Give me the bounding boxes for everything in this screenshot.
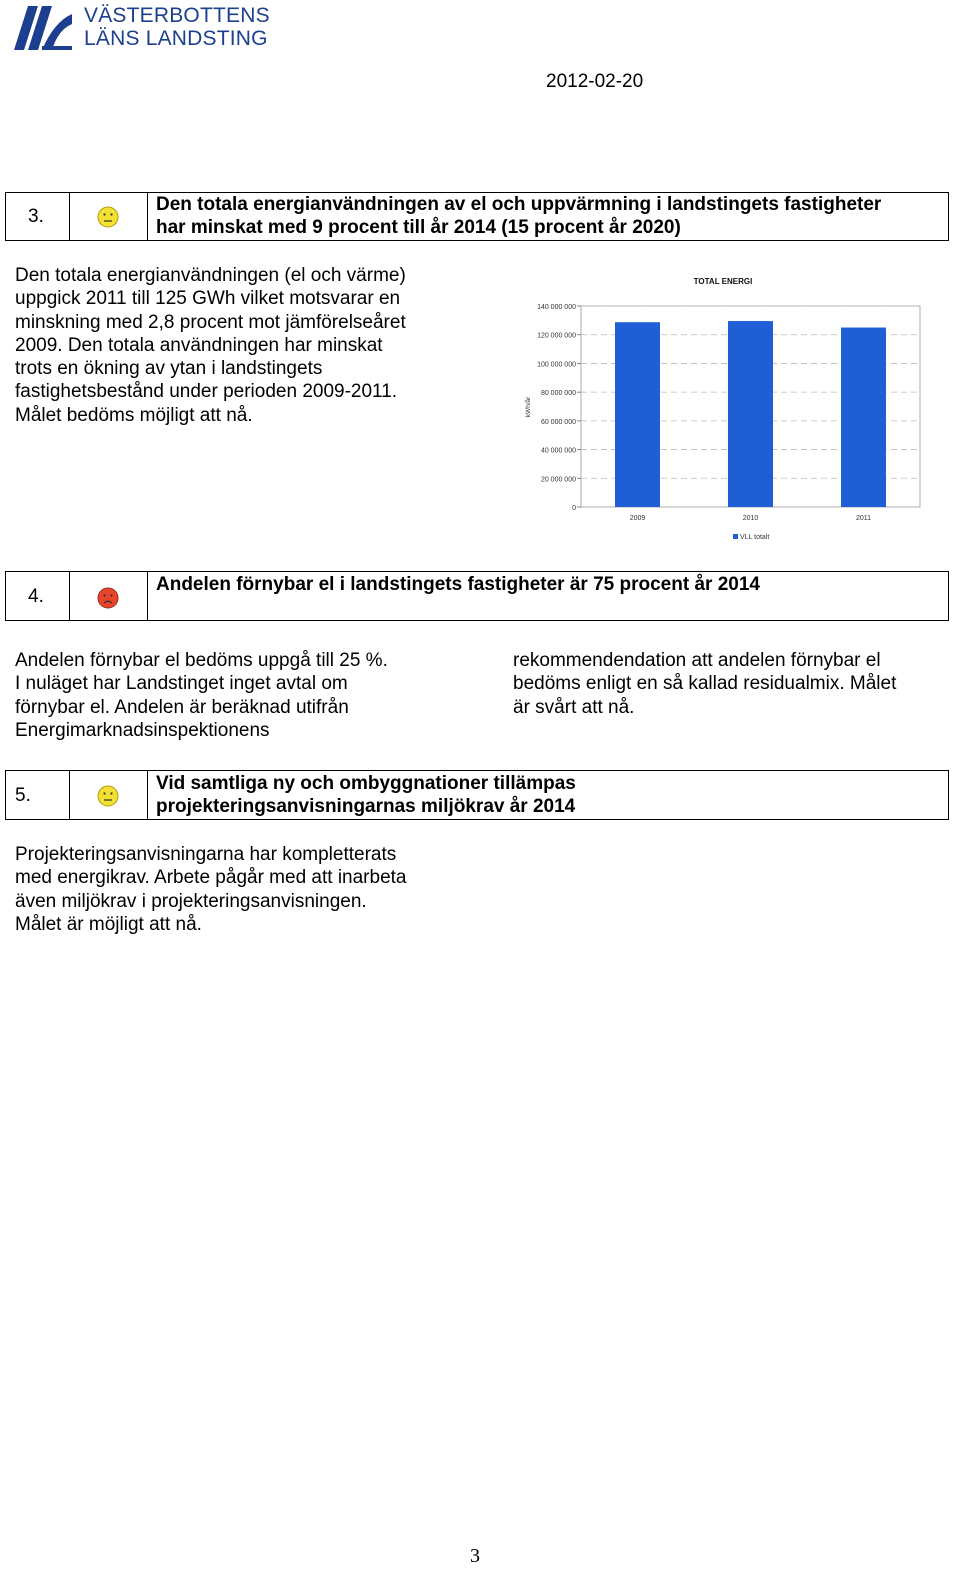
y-tick-label: 0 — [572, 505, 576, 512]
goal-3-header — [5, 192, 949, 241]
y-tick-label: 120 000 000 — [537, 332, 576, 340]
bar-2009 — [615, 322, 660, 507]
y-tick-label: 40 000 000 — [540, 447, 576, 455]
goal-4-title — [156, 573, 760, 596]
goal-5-title-line-1: Vid samtliga ny och ombyggnationer tillämpas — [156, 773, 576, 794]
goal-4-text-left — [15, 649, 388, 742]
paragraph-line: Andelen förnybar el bedöms uppgå till 25 %. — [15, 650, 388, 671]
goal-3-number-cell — [6, 193, 70, 240]
x-tick-label: 2011 — [855, 515, 872, 522]
goal-4-header — [5, 571, 949, 621]
paragraph-line: Projekteringsanvisningarna har kompletterats — [15, 844, 397, 865]
logo-line-1: VÄSTERBOTTENS — [84, 4, 270, 27]
y-tick-label: 60 000 000 — [540, 418, 576, 426]
paragraph-line: uppgick 2011 till 125 GWh vilket motsvarar en — [15, 288, 401, 310]
paragraph-line: 2009. Den totala användningen har minskat — [15, 334, 383, 356]
goal-4-number-cell — [6, 572, 70, 620]
page-number: 3 — [470, 1545, 480, 1567]
paragraph-line: I nuläget har Landstinget inget avtal om — [15, 673, 348, 695]
sad-face-icon — [97, 587, 119, 609]
neutral-face-icon — [97, 785, 119, 807]
goal-5-title — [156, 772, 576, 818]
goal-3-title — [156, 193, 881, 239]
x-tick-label: 2010 — [742, 515, 759, 522]
legend-label: VLL totalt — [740, 534, 770, 541]
goal-5-header — [5, 770, 949, 820]
goal-3-text — [15, 264, 406, 427]
document-date: 2012-02-20 — [546, 71, 644, 92]
goal-5-title-line-2: projekteringsanvisningarnas miljökrav år 2014 — [156, 796, 576, 817]
paragraph-line: bedöms enligt en så kallad residualmix. Målet — [513, 673, 897, 695]
neutral-face-icon — [97, 206, 119, 228]
goal-5-number-cell — [6, 771, 70, 819]
paragraph-line: med energikrav. Arbete pågår med att inarbeta — [15, 867, 407, 889]
goal-3-title-line-2: har minskat med 9 procent till år 2014 (15 procent år 2020) — [156, 217, 681, 238]
goal-4-number: 4. — [28, 586, 44, 608]
goal-4-title-line-1: Andelen förnybar el i landstingets fastigheter är 75 procent år 2014 — [156, 574, 760, 595]
total-energy-chart — [516, 270, 930, 550]
paragraph-line: Den totala energianvändningen (el och värme) — [15, 265, 406, 286]
bar-2010 — [728, 321, 773, 507]
goal-4-text-right — [513, 649, 896, 719]
goal-3-status-cell — [70, 193, 148, 240]
chart-svg — [516, 270, 930, 550]
y-tick-label: 100 000 000 — [537, 361, 576, 369]
goal-3-number: 3. — [28, 205, 44, 227]
paragraph-line: minskning med 2,8 procent mot jämförelseåret — [15, 311, 406, 333]
paragraph-line: rekommendendation att andelen förnybar el — [513, 650, 881, 671]
y-tick-label: 140 000 000 — [537, 304, 576, 311]
paragraph-line: Energimarknadsinspektionens — [15, 719, 270, 741]
paragraph-line: är svårt att nå. — [513, 696, 635, 718]
paragraph-line: Målet är möjligt att nå. — [15, 913, 202, 935]
goal-5-number: 5. — [15, 785, 31, 807]
y-tick-label: 20 000 000 — [540, 476, 576, 484]
paragraph-line: förnybar el. Andelen är beräknad utifrån — [15, 696, 349, 718]
logo — [14, 4, 274, 52]
chart-title: TOTAL ENERGI — [693, 277, 753, 286]
paragraph-line: Målet bedöms möjligt att nå. — [15, 404, 253, 426]
y-axis-label: kWh/år — [525, 396, 532, 418]
goal-4-status-cell — [70, 572, 148, 620]
logo-mark-icon — [14, 6, 72, 50]
x-tick-label: 2009 — [629, 515, 646, 522]
bar-2011 — [841, 328, 886, 507]
logo-line-2: LÄNS LANDSTING — [84, 27, 268, 50]
legend-swatch — [733, 534, 738, 539]
goal-5-status-cell — [70, 771, 148, 819]
goal-5-text — [15, 843, 407, 936]
logo-text — [84, 4, 270, 50]
paragraph-line: även miljökrav i projekteringsanvisningen. — [15, 890, 367, 912]
paragraph-line: fastighetsbestånd under perioden 2009-2011. — [15, 381, 398, 403]
paragraph-line: trots en ökning av ytan i landstingets — [15, 358, 323, 380]
y-tick-label: 80 000 000 — [540, 390, 576, 398]
goal-3-title-line-1: Den totala energianvändningen av el och uppvärmning i landstingets fastigheter — [156, 194, 882, 215]
